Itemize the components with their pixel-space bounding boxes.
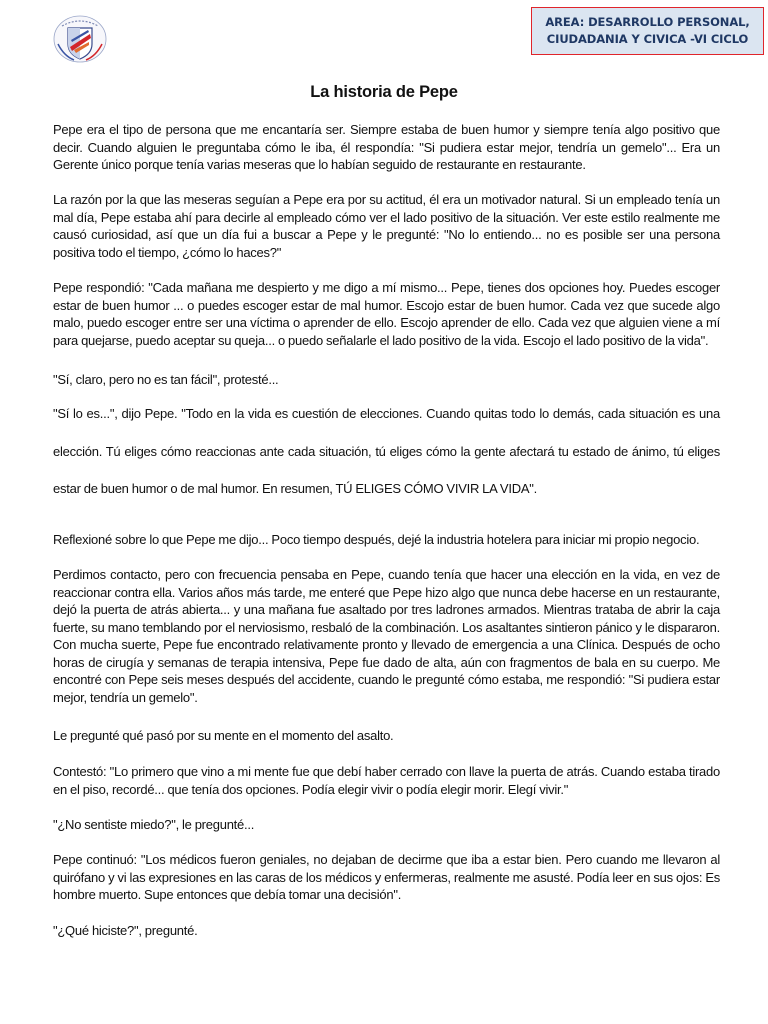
paragraph-5: "Sí lo es...", dijo Pepe. "Todo en la vida es cuestión de elecciones. Cuando quitas todo lo demás, cada situación es una elección. Tú eliges cómo reaccionas ante cada situación, tú eliges cómo la gente afectará tu estado de ánimo, tú eliges estar de buen humor o de mal humor. En resumen, TÚ ELIGES CÓMO VIVIR LA VIDA". <box>53 406 720 496</box>
paragraph-3: Pepe respondió: "Cada mañana me despierto y me digo a mí mismo... Pepe, tienes dos opciones hoy. Puedes escoger estar de buen humor ... o puedes escoger estar de mal humor. Escojo estar de buen humor. Cada vez que sucede algo malo, puedo escoger entre ser una víctima o aprender de ello. Escojo aprender de ello. Cada vez que alguien viene a mí para quejarse, puedo aceptar su queja... o puedo señalarle el lado positivo de la vida. Escojo el lado positivo de la vida". <box>53 280 720 348</box>
paragraph-7: Perdimos contacto, pero con frecuencia pensaba en Pepe, cuando tenía que hacer una elección en la vida, en vez de reaccionar contra ella. Varios años más tarde, me enteré que Pepe hizo algo que nunca debe hacerse en un restaurante, dejó la puerta de atrás abierta... y una mañana fue asaltado por tres ladrones armados. Mientras trataba de abrir la caja fuerte, su mano temblando por el nerviosismo, resbaló de la combinación. Los asaltantes sintieron pánico y le dispararon. Con mucha suerte, Pepe fue encontrado relativamente pronto y llevado de emergencia a una Clínica. Después de ocho horas de cirugía y semanas de terapia intensiva, Pepe fue dado de alta, aún con fragmentos de bala en su cuerpo. Me encontré con Pepe seis meses después del accidente, cuando le pregunté cómo estaba, me respondió: "Si pudiera estar mejor, tendría un gemelo". <box>53 567 720 705</box>
paragraph-11: Pepe continuó: "Los médicos fueron geniales, no dejaban de decirme que iba a estar bien. Pero cuando me llevaron al quirófano y vi las expresiones en las caras de los médicos y enfermeras, realmente me asusté. Podía leer en sus ojos: Es hombre muerto. Supe entonces que debía tomar una decisión". <box>53 852 720 902</box>
paragraph-8: Le pregunté qué pasó por su mente en el momento del asalto. <box>53 728 394 743</box>
area-label-line1: AREA: DESARROLLO PERSONAL, <box>545 15 750 29</box>
paragraph-12: "¿Qué hiciste?", pregunté. <box>53 923 198 938</box>
document-title: La historia de Pepe <box>310 83 458 101</box>
area-header-box <box>531 7 764 55</box>
paragraph-6: Reflexioné sobre lo que Pepe me dijo... Poco tiempo después, dejé la industria hotelera para iniciar mi propio negocio. <box>53 532 700 547</box>
paragraph-1: Pepe era el tipo de persona que me encantaría ser. Siempre estaba de buen humor y siempre tenía algo positivo que decir. Cuando alguien le preguntaba cómo le iba, él respondía: "Si pudiera estar mejor, tendría un gemelo"... Era un Gerente único porque tenía varias meseras que lo habían seguido de restaurante en restaurante. <box>53 122 720 172</box>
paragraph-4: "Sí, claro, pero no es tan fácil", protesté... <box>53 372 279 387</box>
area-label-line2: CIUDADANIA Y CIVICA -VI CICLO <box>546 32 749 46</box>
school-logo <box>52 14 108 64</box>
paragraph-9: Contestó: "Lo primero que vino a mi mente fue que debí haber cerrado con llave la puerta de atrás. Cuando estaba tirado en el piso, recordé... que tenía dos opciones. Podía elegir vivir o podía elegir morir. Elegí vivir." <box>53 764 720 797</box>
paragraph-10: "¿No sentiste miedo?", le pregunté... <box>53 817 255 832</box>
paragraph-2: La razón por la que las meseras seguían a Pepe era por su actitud, él era un motivador natural. Si un empleado tenía un mal día, Pepe estaba ahí para decirle al empleado cómo ver el lado positivo de la situación. Ver este estilo realmente me causó curiosidad, así que un día fui a buscar a Pepe y le pregunté: "No lo entiendo... no es posible ser una persona positiva todo el tiempo, ¿cómo lo haces?" <box>53 192 720 260</box>
